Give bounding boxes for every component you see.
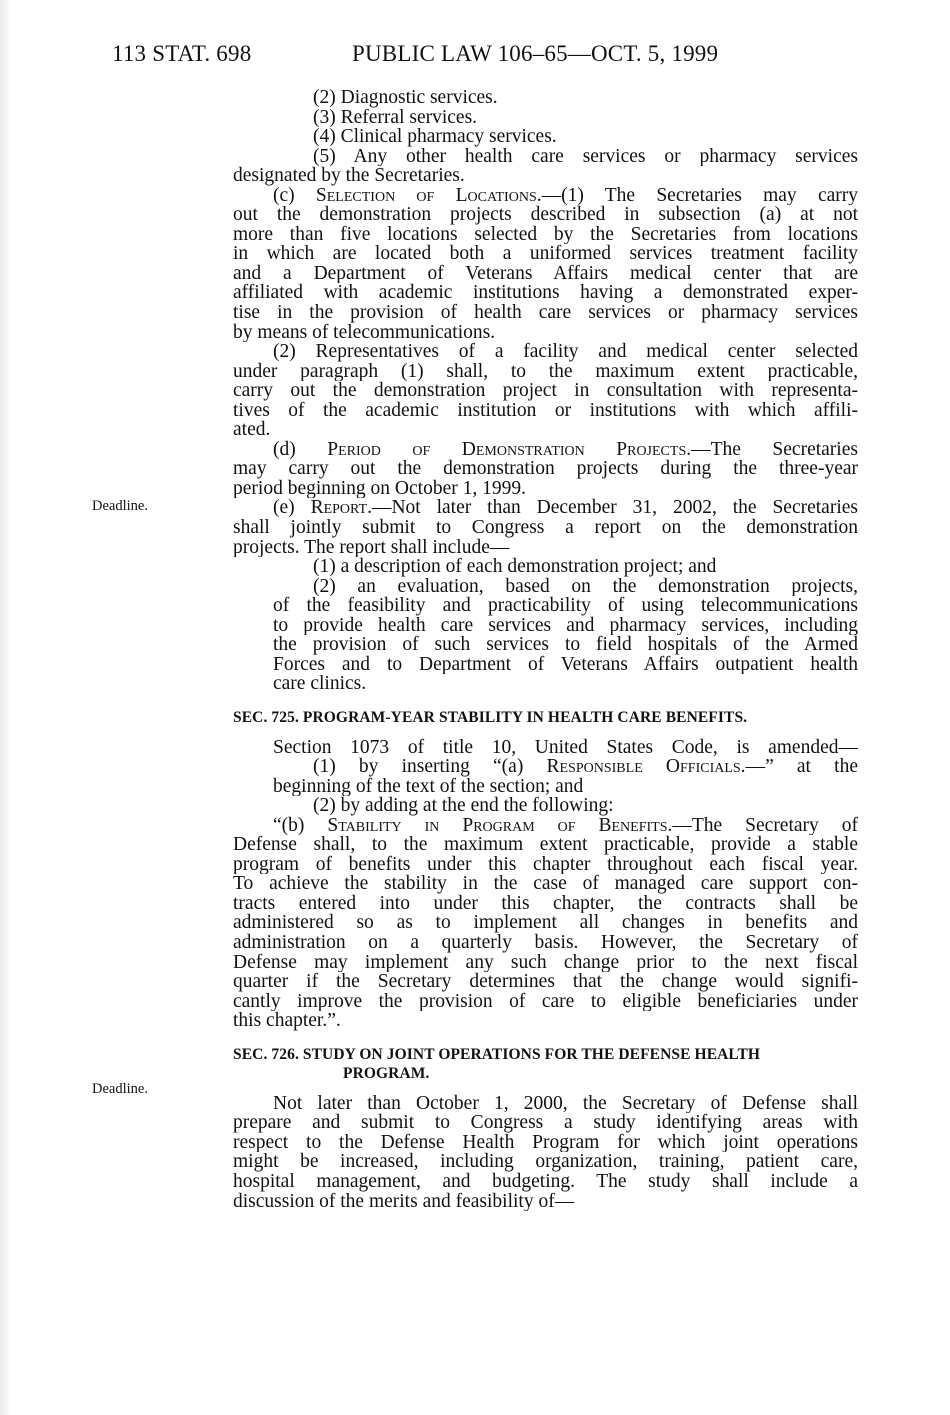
subsection-d-caption: Period of Demonstration Projects. <box>327 439 692 460</box>
subsection-e-first-text: —Not later than December 31, 2002, the Secretaries <box>371 498 858 519</box>
subsection-d-prefix: (d) <box>273 439 328 460</box>
subsection-e-prefix: (e) <box>273 498 311 519</box>
text-line: respect to the Defense Health Program for which joint operations <box>233 1132 858 1153</box>
text-line: administration on a quarterly basis. However, the Secretary of <box>233 932 858 953</box>
text-line: period beginning on October 1, 1999. <box>233 478 526 499</box>
text-line: (2) Representatives of a facility and medical center selected <box>273 342 858 362</box>
text-line: of the feasibility and practicability of using telecommunications <box>273 596 858 616</box>
text-line: affiliated with academic institutions having a demonstrated exper- <box>233 283 858 304</box>
text-line: prepare and submit to Congress a study identifying areas with <box>233 1113 858 1133</box>
subsection-d-first-line <box>233 440 858 460</box>
margin-note-deadline: Deadline. <box>92 498 148 514</box>
subsection-c-caption: Selection of Locations. <box>315 185 542 206</box>
text-line: under paragraph (1) shall, to the maximum extent practicable, <box>233 361 858 382</box>
text-line: tives of the academic institution or institutions with which affili- <box>233 400 858 421</box>
text-line: discussion of the merits and feasibility of— <box>233 1191 575 1212</box>
section-spacer <box>233 1031 858 1045</box>
section-spacer <box>233 728 858 738</box>
text-line: program of benefits under this chapter throughout each fiscal year. <box>233 854 858 875</box>
page-spine-shadow <box>0 0 10 1415</box>
statute-page-number: 113 STAT. 698 <box>112 41 252 66</box>
quote-prefix: “(b) <box>273 815 328 836</box>
subsection-e-first-line <box>233 498 858 518</box>
list-item: (3) Referral services. <box>313 107 478 128</box>
list-item: (2) an evaluation, based on the demonstration projects, <box>313 576 858 597</box>
subsection-e-caption: Report. <box>310 498 372 519</box>
section-spacer <box>233 694 858 708</box>
text-line: To achieve the stability in the case of managed care support con- <box>233 874 858 894</box>
subsection-c-prefix: (c) <box>273 185 316 206</box>
text-line: tracts entered into under this chapter, the contracts shall be <box>233 893 858 914</box>
text-line: Not later than October 1, 2000, the Secretary of Defense shall <box>273 1093 858 1114</box>
running-header <box>112 40 852 70</box>
text-line: more than five locations selected by the Secretaries from locations <box>233 224 858 245</box>
text-line: out the demonstration projects described in subsection (a) at not <box>233 205 858 225</box>
list-item-first-line <box>233 757 858 777</box>
text-line: cantly improve the provision of care to eligible beneficiaries under <box>233 991 858 1012</box>
margin-note-deadline: Deadline. <box>92 1081 148 1097</box>
text-line: care clinics. <box>273 674 367 694</box>
text-line: and a Department of Veterans Affairs medical center that are <box>233 263 858 284</box>
subsection-c-first-text: —(1) The Secretaries may carry <box>541 185 858 206</box>
text-line: carry out the demonstration project in consultation with representa- <box>233 381 858 401</box>
text-line: Defense may implement any such change prior to the next fiscal <box>233 952 858 973</box>
text-line: ated. <box>233 420 271 440</box>
text-line: to provide health care services and pharmacy services, including <box>273 615 858 636</box>
text-line: tise in the provision of health care services or pharmacy services <box>233 303 858 323</box>
subsection-c-first-line <box>233 186 858 206</box>
text-line: administered so as to implement all changes in benefits and <box>233 913 858 933</box>
list-item: (1) a description of each demonstration project; and <box>313 557 717 577</box>
text-line: projects. The report shall include— <box>233 537 510 558</box>
quoted-subsection-first-line <box>233 816 858 836</box>
text-line: hospital management, and budgeting. The study shall include a <box>233 1171 858 1192</box>
list-item: (4) Clinical pharmacy services. <box>313 127 557 147</box>
responsible-officials-caption: Responsible Officials. <box>546 757 746 777</box>
item-text-post: —” at the <box>745 757 858 777</box>
text-line: in which are located both a uniformed services treatment facility <box>233 244 858 264</box>
text-line: Forces and to Department of Veterans Affairs outpatient health <box>273 654 858 675</box>
section-726-heading: SEC. 726. STUDY ON JOINT OPERATIONS FOR THE DEFENSE HEALTH <box>233 1045 761 1063</box>
subsection-d-first-text: —The Secretaries <box>691 439 858 460</box>
quote-first-text: —The Secretary of <box>672 815 858 836</box>
text-line: the provision of such services to field hospitals of the Armed <box>273 635 858 655</box>
text-line: beginning of the text of the section; and <box>273 776 584 797</box>
text-line: quarter if the Secretary determines that the change would signifi- <box>233 972 858 992</box>
item-text-pre: (1) by inserting “(a) <box>313 757 547 777</box>
text-line: may carry out the demonstration projects during the three-year <box>233 459 858 479</box>
list-item: (2) by adding at the end the following: <box>313 796 614 816</box>
list-item: (2) Diagnostic services. <box>313 88 498 108</box>
list-item: (5) Any other health care services or pharmacy services <box>313 146 858 167</box>
text-line: Section 1073 of title 10, United States Code, is amended— <box>273 737 858 758</box>
stability-caption: Stability in Program of Benefits. <box>327 815 673 836</box>
text-line: might be increased, including organization, training, patient care, <box>233 1152 858 1172</box>
section-725-heading: SEC. 725. PROGRAM-YEAR STABILITY IN HEALTH CARE BENEFITS. <box>233 708 748 726</box>
section-spacer <box>233 1084 858 1094</box>
text-line: shall jointly submit to Congress a report on the demonstration <box>233 518 858 538</box>
text-line: Defense shall, to the maximum extent practicable, provide a stable <box>233 835 858 855</box>
text-line: this chapter.”. <box>233 1011 341 1031</box>
law-title-date: PUBLIC LAW 106–65—OCT. 5, 1999 <box>352 41 719 66</box>
section-726-heading-cont: PROGRAM. <box>343 1065 430 1083</box>
text-line: by means of telecommunications. <box>233 322 496 343</box>
statute-body <box>233 88 858 1211</box>
list-item-continuation: designated by the Secretaries. <box>233 166 465 186</box>
